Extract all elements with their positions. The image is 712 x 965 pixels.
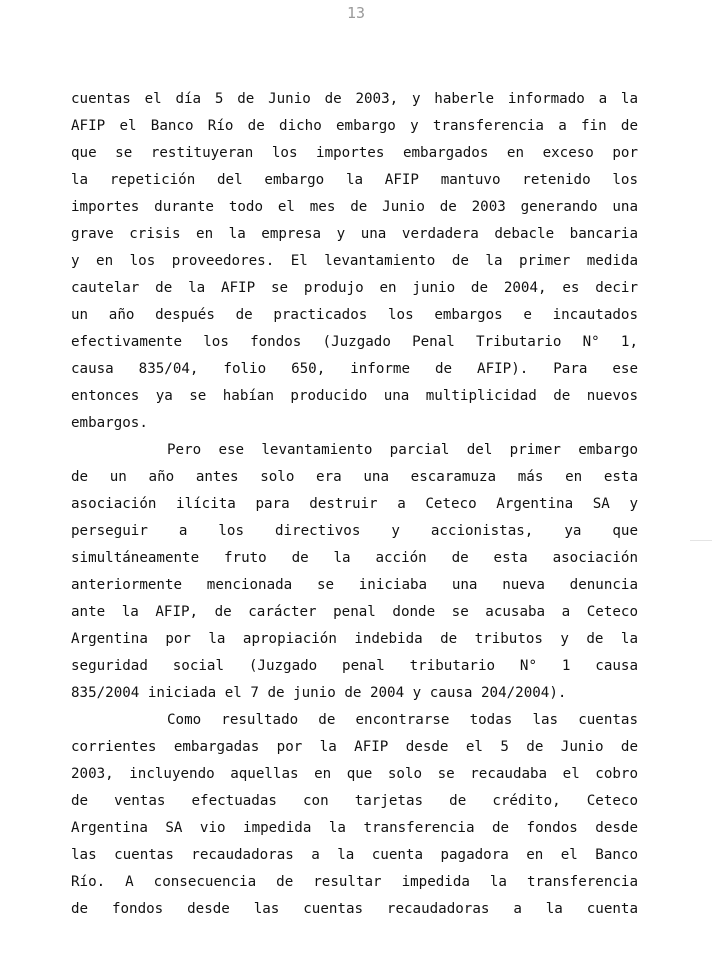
text-line: ante la AFIP, de carácter penal donde se acusaba a Ceteco [71,604,638,620]
text-line: efectivamente los fondos (Juzgado Penal Tributario N° 1, [71,334,638,350]
text-line: de ventas efectuadas con tarjetas de crédito, Ceteco [71,793,638,809]
text-line: anteriormente mencionada se iniciaba una nueva denuncia [71,577,638,593]
text-line: y en los proveedores. El levantamiento de la primer medida [71,253,638,269]
text-line: las cuentas recaudadoras a la cuenta pagadora en el Banco [71,847,638,863]
text-line: importes durante todo el mes de Junio de 2003 generando una [71,199,638,215]
text-line: Pero ese levantamiento parcial del primer embargo [167,442,638,458]
text-line: Argentina SA vio impedida la transferencia de fondos desde [71,820,638,836]
text-line: Como resultado de encontrarse todas las cuentas [167,712,638,728]
text-line: cuentas el día 5 de Junio de 2003, y haberle informado a la [71,91,638,107]
text-line: seguridad social (Juzgado penal tributario N° 1 causa [71,658,638,674]
text-line: cautelar de la AFIP se produjo en junio de 2004, es decir [71,280,638,296]
text-line: de fondos desde las cuentas recaudadoras a la cuenta [71,901,638,917]
text-line: la repetición del embargo la AFIP mantuvo retenido los [71,172,638,188]
text-line: simultáneamente fruto de la acción de esta asociación [71,550,638,566]
page-number: 13 [346,4,366,22]
text-line: corrientes embargadas por la AFIP desde el 5 de Junio de [71,739,638,755]
text-line: perseguir a los directivos y accionistas, ya que [71,523,638,539]
document-body [71,86,638,923]
text-line: 835/2004 iniciada el 7 de junio de 2004 y causa 204/2004). [71,685,567,701]
text-line: embargos. [71,415,148,431]
text-line: Argentina por la apropiación indebida de tributos y de la [71,631,638,647]
text-line: que se restituyeran los importes embargados en exceso por [71,145,638,161]
text-line: causa 835/04, folio 650, informe de AFIP). Para ese [71,361,638,377]
text-line: entonces ya se habían producido una multiplicidad de nuevos [71,388,638,404]
text-line: asociación ilícita para destruir a Ceteco Argentina SA y [71,496,638,512]
margin-mark [690,540,712,541]
text-line: AFIP el Banco Río de dicho embargo y transferencia a fin de [71,118,638,134]
text-line: 2003, incluyendo aquellas en que solo se recaudaba el cobro [71,766,638,782]
text-line: Río. A consecuencia de resultar impedida la transferencia [71,874,638,890]
text-line: un año después de practicados los embargos e incautados [71,307,638,323]
text-line: grave crisis en la empresa y una verdadera debacle bancaria [71,226,638,242]
text-line: de un año antes solo era una escaramuza más en esta [71,469,638,485]
